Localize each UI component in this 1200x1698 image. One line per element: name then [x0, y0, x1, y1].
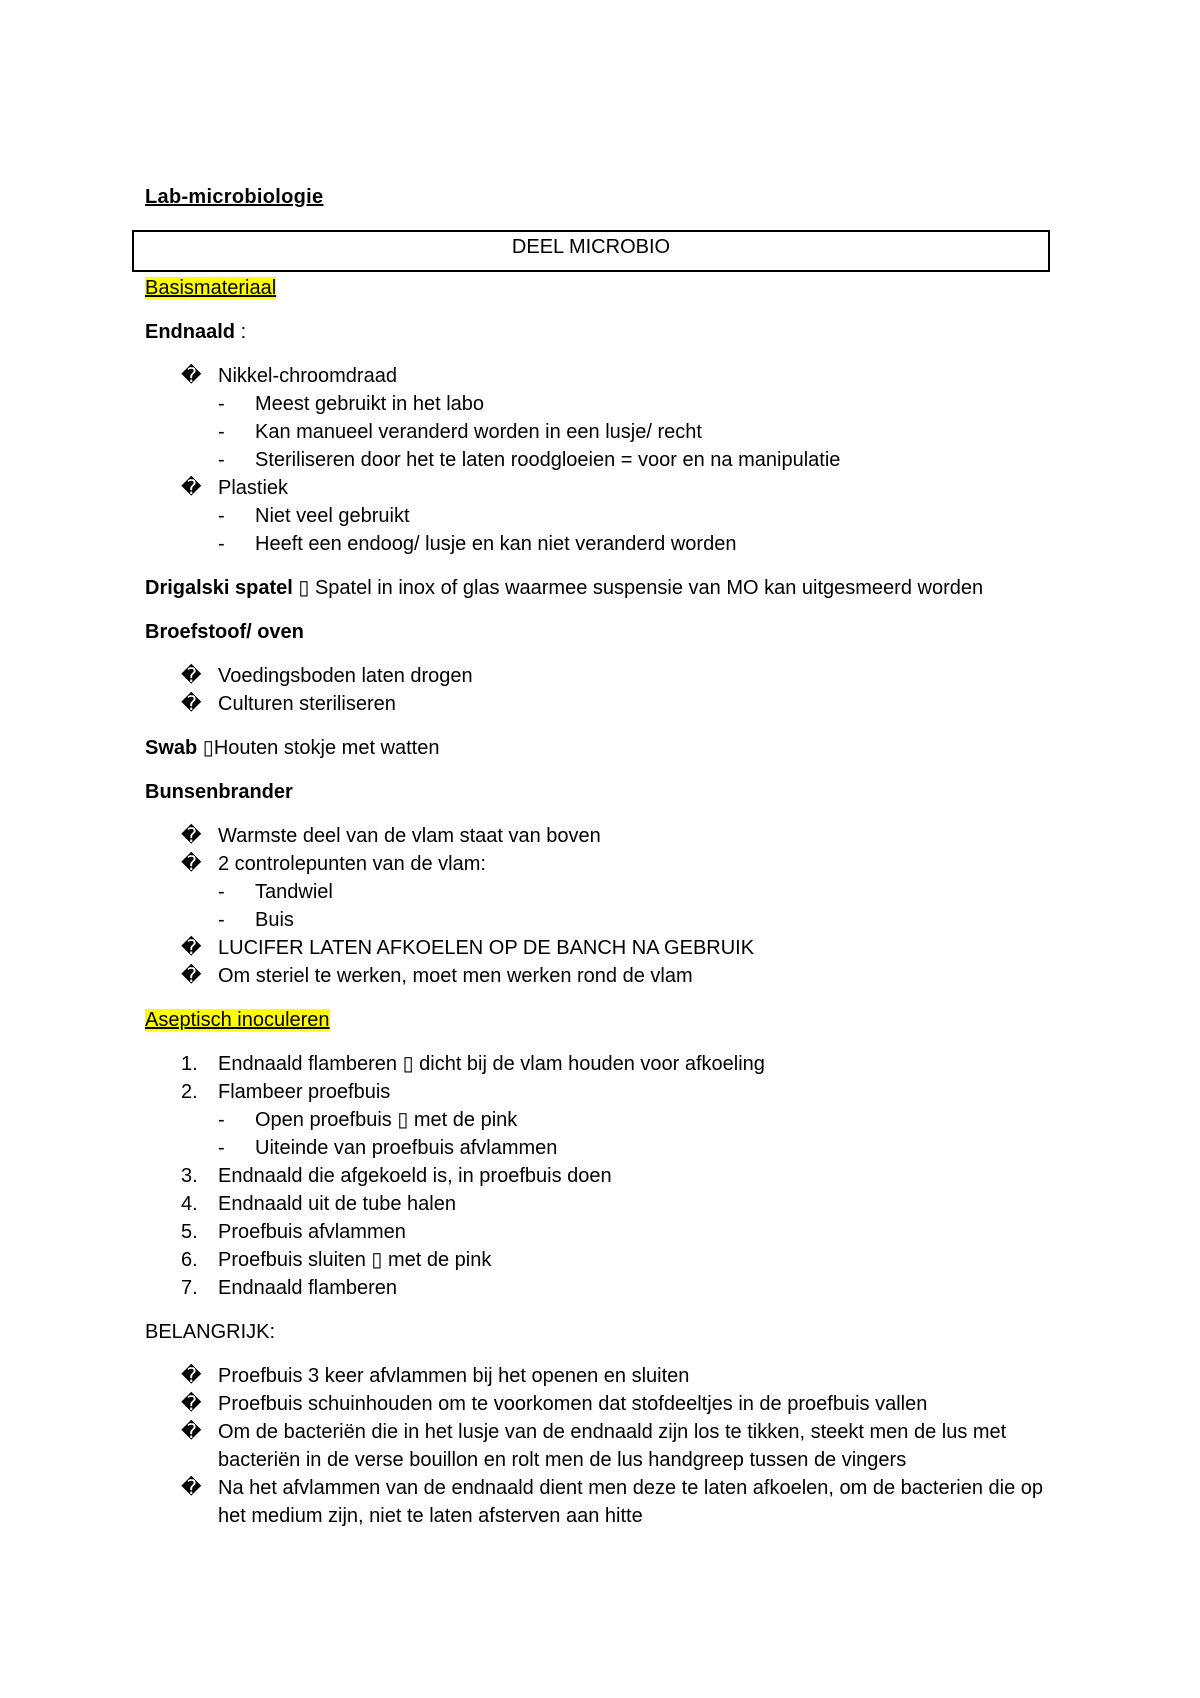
- bullet-marker: �: [181, 937, 202, 959]
- step-text: Endnaald flamberen ▯ dicht bij de vlam houden voor afkoeling: [218, 1053, 765, 1075]
- broefstoof-label: Broefstoof/ oven: [145, 621, 304, 643]
- list-item: [145, 1418, 1065, 1474]
- belangrijk-list: [145, 1362, 1065, 1530]
- endnaald-suffix: :: [235, 321, 247, 343]
- dash-marker: -: [218, 909, 225, 931]
- endnaald-heading: [145, 318, 1065, 346]
- dash-marker: -: [218, 1109, 225, 1131]
- bullet-marker: �: [181, 693, 202, 715]
- step-text: Proefbuis afvlammen: [218, 1221, 406, 1243]
- step-item: [145, 1050, 1065, 1078]
- belangrijk-label: BELANGRIJK:: [145, 1321, 276, 1343]
- dash-marker: -: [218, 533, 225, 555]
- list-item: [145, 662, 1065, 690]
- list-item-text: Nikkel-chroomdraad: [218, 365, 397, 387]
- list-item: [145, 1390, 1065, 1418]
- step-text: Endnaald flamberen: [218, 1277, 398, 1299]
- list-item-text: 2 controlepunten van de vlam:: [218, 853, 486, 875]
- bullet-marker: �: [181, 825, 202, 847]
- drigalski-text: Spatel in inox of glas waarmee suspensie van MO kan uitgesmeerd worden: [314, 577, 984, 599]
- step-number: 6.: [181, 1249, 198, 1271]
- list-item: [145, 474, 1065, 502]
- list-item-text: Uiteinde van proefbuis afvlammen: [255, 1137, 558, 1159]
- step-item: [145, 1162, 1065, 1190]
- list-item: [145, 1362, 1065, 1390]
- list-item-text: LUCIFER LATEN AFKOELEN OP DE BANCH NA GEBRUIK: [218, 937, 755, 959]
- list-item: [145, 934, 1065, 962]
- step-number: 3.: [181, 1165, 198, 1187]
- list-item-text: Niet veel gebruikt: [255, 505, 410, 527]
- bunsen-heading: [145, 778, 1065, 806]
- list-item-text: Open proefbuis ▯ met de pink: [255, 1109, 518, 1131]
- arrow-icon: ▯: [292, 577, 310, 599]
- aseptisch-steps: [145, 1050, 1065, 1302]
- list-item: [145, 690, 1065, 718]
- dash-marker: -: [218, 505, 225, 527]
- step-number: 4.: [181, 1193, 198, 1215]
- bullet-marker: �: [181, 665, 202, 687]
- list-item-text: Proefbuis schuinhouden om te voorkomen dat stofdeeltjes in de proefbuis vallen: [218, 1393, 928, 1415]
- list-item: [145, 1106, 1065, 1134]
- list-item-text: Om de bacteriën die in het lusje van de endnaald zijn los te tikken, steekt men de lus met bacteriën in de verse bouillon en rolt men de lus handgreep tussen de vingers: [218, 1421, 1007, 1471]
- step-text: Proefbuis sluiten ▯ met de pink: [218, 1249, 492, 1271]
- bunsen-label: Bunsenbrander: [145, 781, 293, 803]
- list-item: [145, 822, 1065, 850]
- bullet-marker: �: [181, 365, 202, 387]
- step-item: [145, 1190, 1065, 1218]
- swab-paragraph: [145, 734, 1065, 762]
- list-item-text: Warmste deel van de vlam staat van boven: [218, 825, 601, 847]
- list-item-text: Tandwiel: [255, 881, 333, 903]
- drigalski-label: Drigalski spatel: [145, 577, 293, 599]
- list-item: [145, 962, 1065, 990]
- dash-marker: -: [218, 1137, 225, 1159]
- bullet-marker: �: [181, 965, 202, 987]
- list-item-text: Steriliseren door het te laten roodgloeien = voor en na manipulatie: [255, 449, 841, 471]
- step-item: [145, 1078, 1065, 1106]
- bullet-marker: �: [181, 1421, 202, 1443]
- list-item-text: Om steriel te werken, moet men werken rond de vlam: [218, 965, 693, 987]
- list-item: [145, 906, 1065, 934]
- broefstoof-list: [145, 662, 1065, 718]
- list-item: [145, 502, 1065, 530]
- list-item: [145, 390, 1065, 418]
- bunsen-list: [145, 822, 1065, 990]
- swab-label: Swab: [145, 737, 198, 759]
- bullet-marker: �: [181, 1477, 202, 1499]
- dash-marker: -: [218, 881, 225, 903]
- section-header-text: DEEL MICROBIO: [511, 236, 671, 258]
- step-number: 1.: [181, 1053, 198, 1075]
- aseptisch-heading: [145, 1006, 1065, 1034]
- step-number: 7.: [181, 1277, 198, 1299]
- drigalski-paragraph: [145, 574, 1065, 602]
- list-item: [145, 878, 1065, 906]
- belangrijk-heading: [145, 1318, 1065, 1346]
- broefstoof-heading: [145, 618, 1065, 646]
- basismateriaal-heading: [145, 274, 1065, 302]
- list-item: [145, 1134, 1065, 1162]
- step-text: Flambeer proefbuis: [218, 1081, 391, 1103]
- step-number: 2.: [181, 1081, 198, 1103]
- list-item: [145, 362, 1065, 390]
- bullet-marker: �: [181, 853, 202, 875]
- list-item: [145, 850, 1065, 878]
- aseptisch-highlight: Aseptisch inoculeren: [145, 1009, 330, 1031]
- list-item-text: Kan manueel veranderd worden in een lusje/ recht: [255, 421, 702, 443]
- dash-marker: -: [218, 393, 225, 415]
- list-item-text: Heeft een endoog/ lusje en kan niet veranderd worden: [255, 533, 737, 555]
- document-title: Lab-microbiologie: [145, 186, 324, 208]
- list-item: [145, 446, 1065, 474]
- endnaald-list: [145, 362, 1065, 558]
- step-number: 5.: [181, 1221, 198, 1243]
- list-item-text: Culturen steriliseren: [218, 693, 396, 715]
- list-item-text: Meest gebruikt in het labo: [255, 393, 485, 415]
- list-item: [145, 1474, 1065, 1530]
- arrow-icon: ▯: [197, 737, 214, 759]
- section-header-box: [132, 230, 1050, 272]
- list-item-text: Plastiek: [218, 477, 289, 499]
- swab-text: Houten stokje met watten: [213, 737, 440, 759]
- step-item: [145, 1246, 1065, 1274]
- step-item: [145, 1274, 1065, 1302]
- list-item: [145, 418, 1065, 446]
- list-item-text: Na het afvlammen van de endnaald dient men deze te laten afkoelen, om de bacterien die op het medium zijn, niet te laten afsterven aan hitte: [218, 1477, 1043, 1527]
- step-text: Endnaald uit de tube halen: [218, 1193, 456, 1215]
- endnaald-label: Endnaald: [145, 321, 236, 343]
- basismateriaal-highlight: Basismateriaal: [145, 277, 277, 299]
- bullet-marker: �: [181, 1365, 202, 1387]
- list-item-text: Voedingsboden laten drogen: [218, 665, 473, 687]
- step-item: [145, 1218, 1065, 1246]
- step-text: Endnaald die afgekoeld is, in proefbuis doen: [218, 1165, 612, 1187]
- list-item-text: Proefbuis 3 keer afvlammen bij het openen en sluiten: [218, 1365, 690, 1387]
- bullet-marker: �: [181, 477, 202, 499]
- list-item-text: Buis: [255, 909, 294, 931]
- document-content: [145, 274, 1065, 1530]
- dash-marker: -: [218, 449, 225, 471]
- bullet-marker: �: [181, 1393, 202, 1415]
- list-item: [145, 530, 1065, 558]
- dash-marker: -: [218, 421, 225, 443]
